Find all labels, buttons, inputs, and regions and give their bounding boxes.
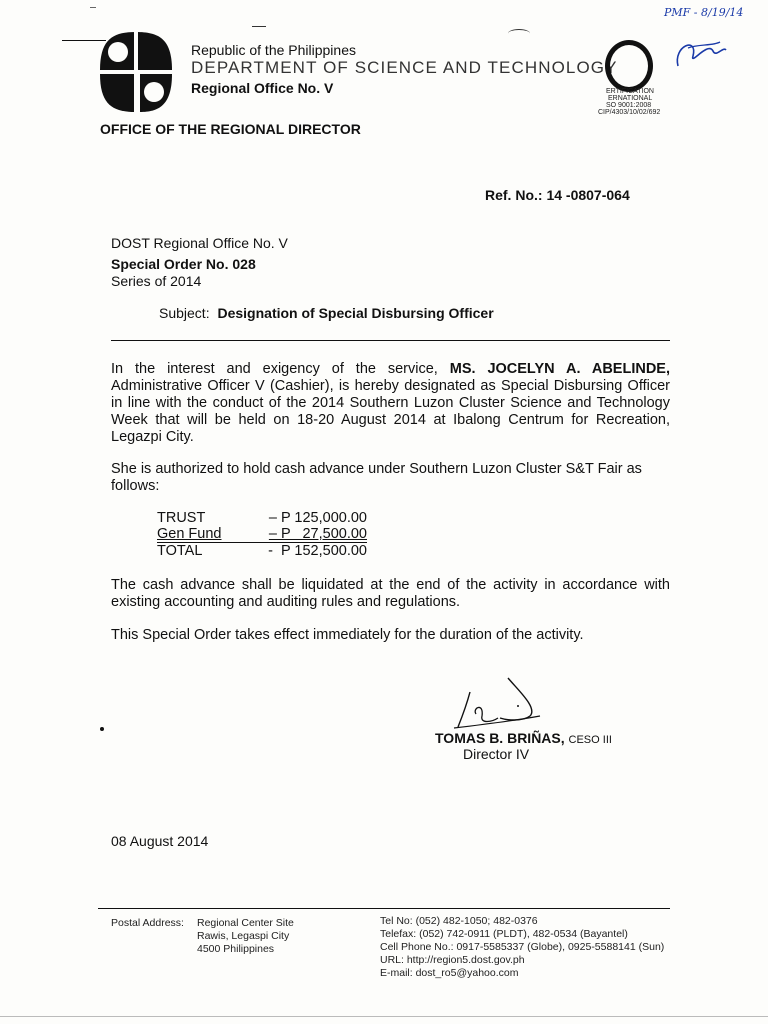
logo-leader-line	[62, 40, 106, 41]
paragraph-authorization: She is authorized to hold cash advance under Southern Luzon Cluster S&T Fair as follows:	[111, 461, 642, 494]
paragraph-liquidation: The cash advance shall be liquidated at the end of the activity in accordance with existing accounting and auditing rules and regulations.	[111, 577, 670, 610]
signatory-title: Director IV	[463, 746, 530, 762]
scan-speck	[100, 727, 104, 731]
paragraph-effectivity: This Special Order takes effect immediately for the duration of the activity.	[111, 627, 584, 643]
fund-label: TRUST	[157, 510, 206, 526]
signatory-suffix: CESO III	[568, 734, 612, 746]
subject-divider	[111, 340, 670, 341]
scan-mark	[252, 26, 266, 27]
fund-label: TOTAL	[157, 543, 203, 559]
letterhead-country: Republic of the Philippines	[191, 42, 356, 58]
fund-amount: – P 27,500.00	[268, 526, 367, 542]
page-bottom-edge	[0, 1016, 768, 1017]
footer-contact-line: E-mail: dost_ro5@yahoo.com	[380, 967, 519, 979]
fund-label: Gen Fund	[157, 526, 222, 542]
footer-contact-line: Tel No: (052) 482-1050; 482-0376	[380, 915, 538, 927]
fund-amount: – P 125,000.00	[268, 510, 367, 526]
order-number: Special Order No. 028	[111, 256, 256, 272]
scan-mark	[508, 29, 530, 38]
scan-mark	[90, 7, 96, 8]
director-signature	[448, 672, 548, 732]
footer-postal-label: Postal Address:	[111, 917, 184, 929]
footer-postal-line: Regional Center Site	[197, 917, 294, 929]
letterhead-office-title: OFFICE OF THE REGIONAL DIRECTOR	[100, 121, 361, 137]
signatory-name: TOMAS B. BRIÑAS, CESO III	[435, 730, 612, 746]
iso-certification-text: ERTIFICATION ERNATIONAL SO 9001:2008 CIP/4303/10/02/692	[598, 88, 661, 116]
footer-postal-line: Rawis, Legaspi City	[197, 930, 290, 942]
handwritten-annotation: PMF - 8/19/14	[664, 6, 744, 19]
iso-certification-logo	[605, 40, 653, 92]
dost-logo	[96, 30, 176, 114]
paragraph-designation: In the interest and exigency of the service, MS. JOCELYN A. ABELINDE, Administrative Officer V (Cashier), is hereby designated as Special Disbursing Officer in line with the conduct of the 2014 Southern Luzon Cluster Science and Technology Week that will be held on 18-20 August 2014 at Ibalong Centrum for Recreation, Legazpi City.	[111, 361, 670, 445]
footer-divider	[98, 908, 670, 909]
order-office: DOST Regional Office No. V	[111, 235, 288, 251]
letterhead-regional-office: Regional Office No. V	[191, 80, 334, 96]
handwritten-initials	[668, 36, 728, 76]
subject-label: Subject:	[159, 305, 210, 321]
order-date: 08 August 2014	[111, 833, 209, 849]
fund-amount: - P 152,500.00	[268, 543, 367, 559]
footer-postal-line: 4500 Philippines	[197, 943, 275, 955]
letterhead-department: DEPARTMENT OF SCIENCE AND TECHNOLOGY	[191, 58, 618, 77]
order-series: Series of 2014	[111, 273, 202, 289]
reference-number: Ref. No.: 14 -0807-064	[485, 187, 630, 203]
subject-text: Designation of Special Disbursing Officer	[217, 305, 494, 321]
footer-contact-line: Cell Phone No.: 0917-5585337 (Globe), 0925-5588141 (Sun)	[380, 941, 665, 953]
footer-contact-line: URL: http://region5.dost.gov.ph	[380, 954, 525, 966]
designee-name: MS. JOCELYN A. ABELINDE,	[449, 361, 670, 377]
subject-line	[159, 305, 494, 321]
footer-contact-line: Telefax: (052) 742-0911 (PLDT), 482-0534 (Bayantel)	[380, 928, 628, 940]
